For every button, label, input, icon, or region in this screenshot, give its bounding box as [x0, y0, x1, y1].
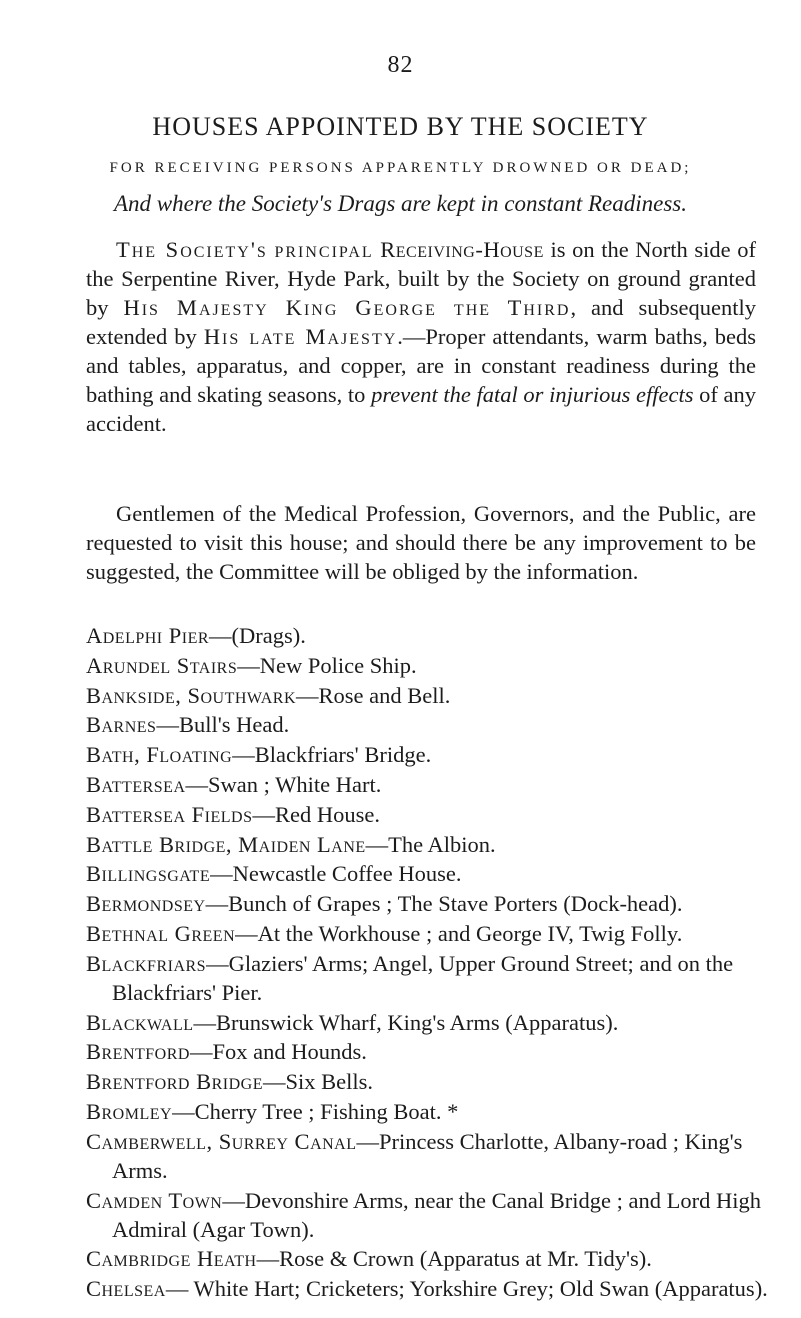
list-item: [86, 1244, 771, 1273]
place-detail: —Rose & Crown (Apparatus at Mr. Tidy's).: [256, 1246, 652, 1272]
list-item: [86, 919, 771, 948]
list-item: [86, 1274, 771, 1303]
place-name: Blackfriars: [86, 950, 207, 976]
page-title: HOUSES APPOINTED BY THE SOCIETY: [152, 112, 649, 141]
place-name: Brentford Bridge: [86, 1069, 263, 1095]
place-name: Bermondsey: [86, 891, 206, 917]
place-detail: —Bull's Head.: [156, 712, 290, 738]
place-name: Arundel Stairs: [86, 652, 238, 678]
paragraph-text-c: .—Proper attendants, warm baths, beds and tables, apparatus, and copper, are in constant readiness during the bathing and skating seasons, to: [86, 324, 757, 407]
place-detail: —Devonshire Arms, near the Canal Bridge ; and Lord High Admiral (Agar Town).: [112, 1187, 761, 1242]
place-detail: —New Police Ship.: [237, 652, 417, 678]
place-detail: —At the Workhouse ; and George IV, Twig Folly.: [235, 920, 683, 946]
place-detail: —Fox and Hounds.: [189, 1039, 367, 1065]
list-item: [86, 800, 771, 829]
place-detail: —The Albion.: [365, 831, 496, 857]
place-detail: —Bunch of Grapes ; The Stave Porters (Dock-head).: [205, 891, 683, 917]
place-name: Bromley: [86, 1098, 173, 1124]
place-detail: —Red House.: [252, 801, 380, 827]
italic-phrase: prevent the fatal or injurious effects: [371, 382, 694, 407]
visitors-paragraph: Gentlemen of the Medical Profession, Governors, and the Public, are requested to visit this house; and should there be any improvement to be suggested, the Committee will be obliged by the information.: [86, 501, 756, 584]
place-name: Cambridge Heath: [86, 1246, 257, 1272]
place-name: Brentford: [86, 1039, 190, 1065]
list-item: [86, 740, 771, 769]
place-name: Bankside, Southwark: [86, 682, 297, 708]
place-detail: —Brunswick Wharf, King's Arms (Apparatus).: [193, 1009, 619, 1035]
list-item: [86, 651, 771, 680]
place-name: Camden Town: [86, 1187, 223, 1213]
place-detail: — White Hart; Cricketers; Yorkshire Grey; Old Swan (Apparatus).: [165, 1276, 768, 1302]
paragraph-text-d: of any accident.: [86, 382, 756, 436]
place-detail: —Newcastle Coffee House.: [210, 861, 462, 887]
list-item: [86, 1008, 771, 1037]
list-item: [86, 889, 771, 918]
place-detail: —Glaziers' Arms; Angel, Upper Ground Street; and on the Blackfriars' Pier.: [112, 950, 734, 1005]
receiving-house-word: Receiving-House: [380, 237, 544, 262]
place-detail: —Blackfriars' Bridge.: [232, 742, 432, 768]
place-detail: —Swan ; White Hart.: [185, 771, 382, 797]
list-item: [86, 681, 771, 710]
late-majesty-phrase: His late Majesty: [203, 324, 398, 349]
list-item: [86, 859, 771, 888]
place-name: Battersea Fields: [86, 801, 253, 827]
list-item: [86, 621, 771, 650]
list-item: [86, 1067, 771, 1096]
place-name: Adelphi Pier: [86, 623, 210, 648]
place-name: Chelsea: [86, 1276, 166, 1302]
place-detail: —(Drags).: [209, 623, 306, 648]
place-name: Billingsgate: [86, 861, 211, 887]
list-item: [86, 770, 771, 799]
place-name: Bethnal Green: [86, 920, 236, 946]
list-item: [86, 830, 771, 859]
page-number: 82: [387, 52, 414, 78]
place-detail: —Cherry Tree ; Fishing Boat. *: [172, 1098, 459, 1124]
list-item: [86, 949, 771, 1007]
place-name: Battle Bridge, Maiden Lane: [86, 831, 366, 857]
list-item: [86, 1186, 771, 1244]
list-item: [86, 1127, 771, 1185]
place-name: Battersea: [86, 771, 186, 797]
place-name: Bath, Floating: [86, 742, 233, 768]
drags-note: And where the Society's Drags are kept in constant Readiness.: [114, 191, 687, 216]
place-name: Blackwall: [86, 1009, 194, 1035]
paragraph-text-b: , and subsequently extended by: [86, 295, 757, 349]
paragraph-text-a: is on the North side of the Serpentine River, Hyde Park, built by the Society on ground granted by: [86, 237, 757, 320]
principal-word: principal: [274, 237, 374, 262]
list-item: [86, 710, 771, 739]
page-subtitle: FOR RECEIVING PERSONS APPARENTLY DROWNED OR DEAD;: [109, 160, 692, 176]
list-item: [86, 1097, 771, 1126]
place-name: Barnes: [86, 712, 157, 738]
list-item: [86, 1037, 771, 1066]
place-detail: —Princess Charlotte, Albany-road ; King's Arms.: [112, 1128, 743, 1183]
society-lead: The Society's: [116, 237, 268, 262]
houses-list: [86, 621, 771, 1304]
place-detail: —Six Bells.: [262, 1069, 374, 1095]
place-name: Camberwell, Surrey Canal: [86, 1128, 357, 1154]
his-majesty-phrase: His Majesty King George the Third: [123, 295, 571, 320]
receiving-house-paragraph: [86, 235, 756, 438]
place-detail: —Rose and Bell.: [296, 682, 451, 708]
